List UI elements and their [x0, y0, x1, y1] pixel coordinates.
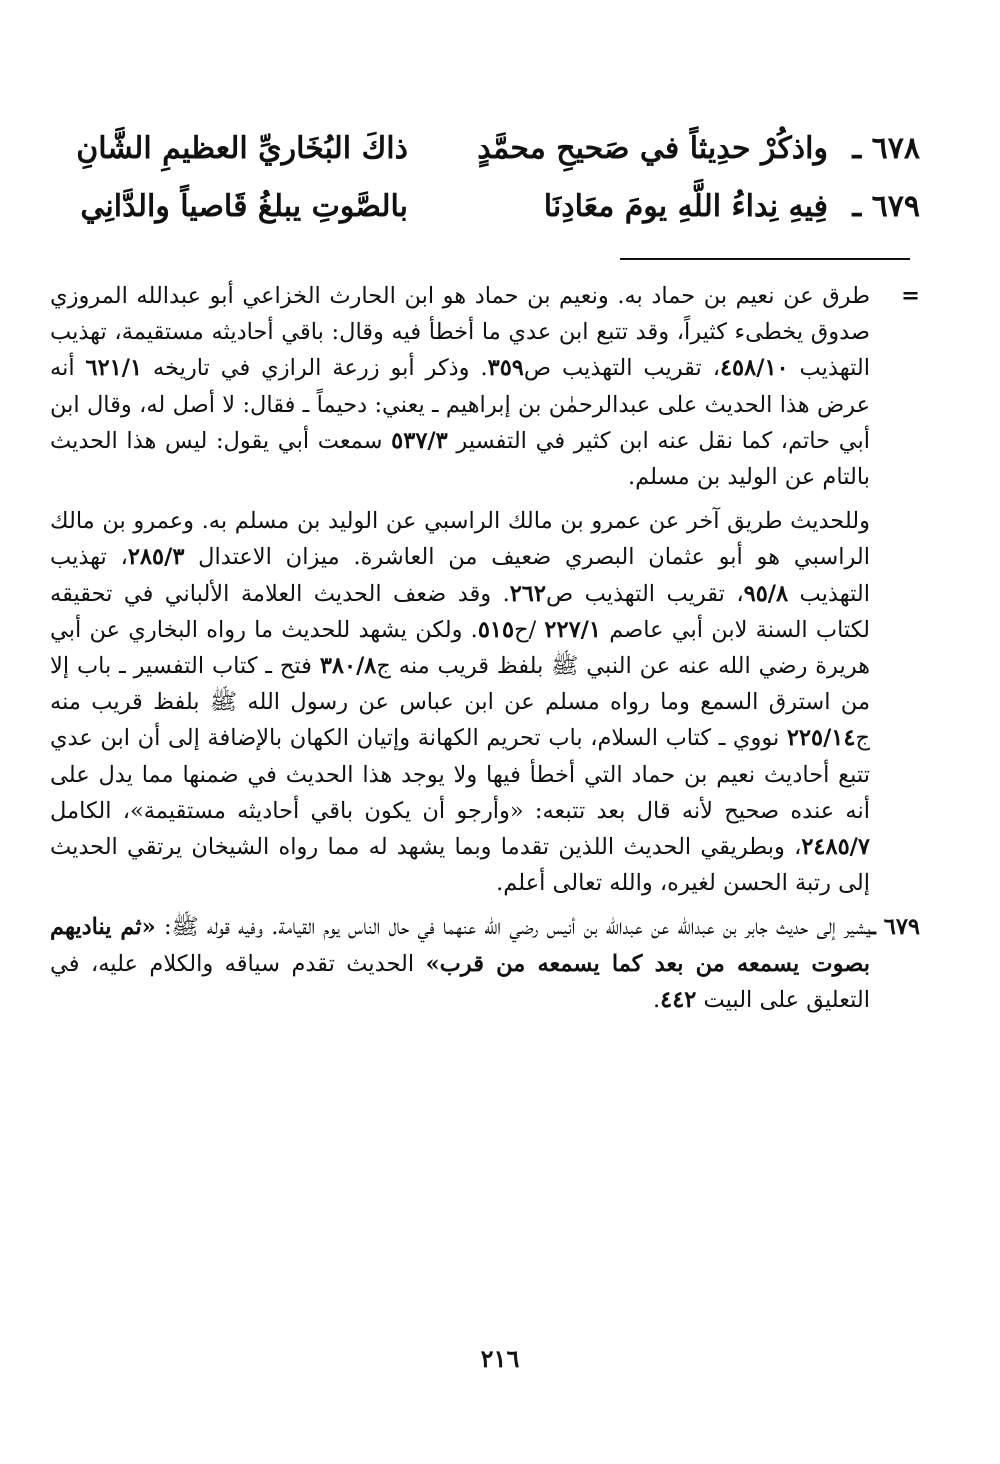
- verse-first-hemistich: واذكُرْ حدِيثاً في صَحيحِ محمَّدٍ: [477, 131, 828, 166]
- footnotes-section: [50, 278, 920, 1026]
- text-run: ، تقريب التهذيب ص: [545, 580, 744, 607]
- footnote: [50, 909, 920, 1018]
- bold-text-run: «ثم يناديهم بصوت يسمعه من بعد كما يسمعه من قرب»: [50, 914, 870, 977]
- footnote-separator: [620, 258, 910, 260]
- footnote: [50, 278, 920, 901]
- text-run: نووي ـ كتاب السلام، باب تحريم الكهانة وإتيان الكهان بالإضافة إلى أن ابن عدي تتبع أحاديث نعيم بن حماد التي أخطأ فيها ولا يوجد هذا الحديث في ضمنها مما يدل على أنه عنده صحيح لأنه قال بعد تتبعه: «وأرجو أن يكون باقي أحاديثه مستقيمة»، الكامل: [50, 725, 870, 824]
- verse-second-hemistich: ذاكَ البُخَاريِّ العظيمِ الشَّانِ: [76, 131, 408, 166]
- text-run: ، تهذيب التهذيب: [50, 544, 870, 607]
- text-run: سمعت أبي يقول: ليس هذا الحديث بالتام عن الوليد بن مسلم.: [50, 427, 870, 491]
- bold-text-run: ٣٨٠/٨: [319, 653, 377, 680]
- text-run: أنه عرض هذا الحديث على عبدالرحمٰن بن إبراهيم ـ يعني: دحيماً ـ فقال: لا أصل له، وقال ابن أبي حاتم، كما نقل عنه ابن كثير في التفسير: [50, 355, 870, 454]
- verse-line: [50, 178, 920, 236]
- text-run: /ح: [514, 616, 545, 643]
- text-run: طرق عن نعيم بن حماد به. ونعيم بن حماد هو ابن الحارث الخزاعي أبو عبدالله المروزي صدوق يخطىء كثيراً، وقد تتبع ابن عدي ما أخطأ فيه وقال: باقي أحاديثه مستقيمة، تهذيب التهذيب: [50, 283, 870, 382]
- footnote-body: [50, 278, 870, 901]
- verse-second-hemistich: بالصَّوتِ يبلغُ قَاصياً والدَّانِي: [80, 189, 408, 224]
- text-run: . وذكر أبو زرعة الرازي في تاريخه: [142, 355, 488, 382]
- text-run: فتح ـ كتاب التفسير ـ باب إلا من استرق السمع وما رواه مسلم عن ابن عباس عن رسول الله ﷺ بلفظ قريب منه ج: [50, 653, 870, 752]
- bold-text-run: ٢٢٥/١٤: [786, 725, 856, 752]
- bold-text-run: ٤٥٨/١٠: [719, 355, 789, 382]
- verse-line: [50, 120, 920, 178]
- text-run: . وقد ضعف الحديث العلامة الألباني في تحقيقه لكتاب السنة لابن أبي عاصم: [50, 580, 871, 643]
- page-number: ٢١٦: [480, 1344, 520, 1373]
- bold-text-run: ٢٢٧/١: [544, 616, 601, 643]
- bold-text-run: ٩٥/٨: [743, 580, 789, 607]
- footnote-body: [50, 909, 870, 1018]
- verse-number: ٦٧٩ ـ: [852, 189, 920, 224]
- footnote-marker: =: [901, 283, 920, 309]
- text-run: .: [652, 986, 661, 1013]
- text-run: ، تقريب التهذيب ص: [523, 355, 720, 382]
- text-run: ، وبطريقي الحديث اللذين تقدما وبما يشهد له مما رواه الشيخان يرتقي الحديث إلى رتبة الحسن لغيره، والله تعالى أعلم.: [50, 834, 870, 897]
- bold-text-run: ٢٤٨٥/٧: [801, 834, 870, 861]
- bold-text-run: ٤٤٢: [660, 986, 697, 1013]
- bold-text-run: ٣٥٩: [487, 355, 524, 382]
- footnote-marker: ٦٧٩ ـ: [869, 914, 920, 941]
- footnote-paragraph: [50, 278, 870, 495]
- text-run: . ولكن يشهد للحديث ما رواه البخاري عن أبي هريرة رضي الله عنه عن النبي ﷺ بلفظ قريب منه ج: [50, 616, 870, 680]
- footnote-paragraph: [50, 503, 870, 901]
- bold-text-run: ٢٨٥/٣: [127, 544, 185, 571]
- bold-text-run: ٦٢١/١: [85, 355, 143, 382]
- verse-block: [50, 120, 920, 236]
- bold-text-run: ٥٣٧/٣: [391, 427, 448, 454]
- text-run: وللحديث طريق آخر عن عمرو بن مالك الراسبي عن الوليد بن مسلم به. وعمرو بن مالك الراسبي هو أبو عثمان البصري ضعيف من العاشرة. ميزان الاعتدال: [50, 508, 870, 571]
- verse-first-hemistich: فِيهِ نِداءُ اللَّهِ يومَ معَادِنَا: [543, 189, 828, 224]
- verse-number: ٦٧٨ ـ: [852, 131, 920, 166]
- text-run: يشير إلى حديث جابر بن عبدالله عن عبدالله بن أنيس رضي الله عنهما في حال الناس يوم القيامة. وفيه قوله ﷺ:: [155, 914, 871, 941]
- footnote-paragraph: [50, 909, 870, 1018]
- bold-text-run: ٥١٥: [477, 616, 515, 643]
- text-run: الحديث تقدم سياقه والكلام عليه، في التعليق على البيت: [50, 950, 870, 1013]
- bold-text-run: ٢٦٢: [509, 580, 546, 607]
